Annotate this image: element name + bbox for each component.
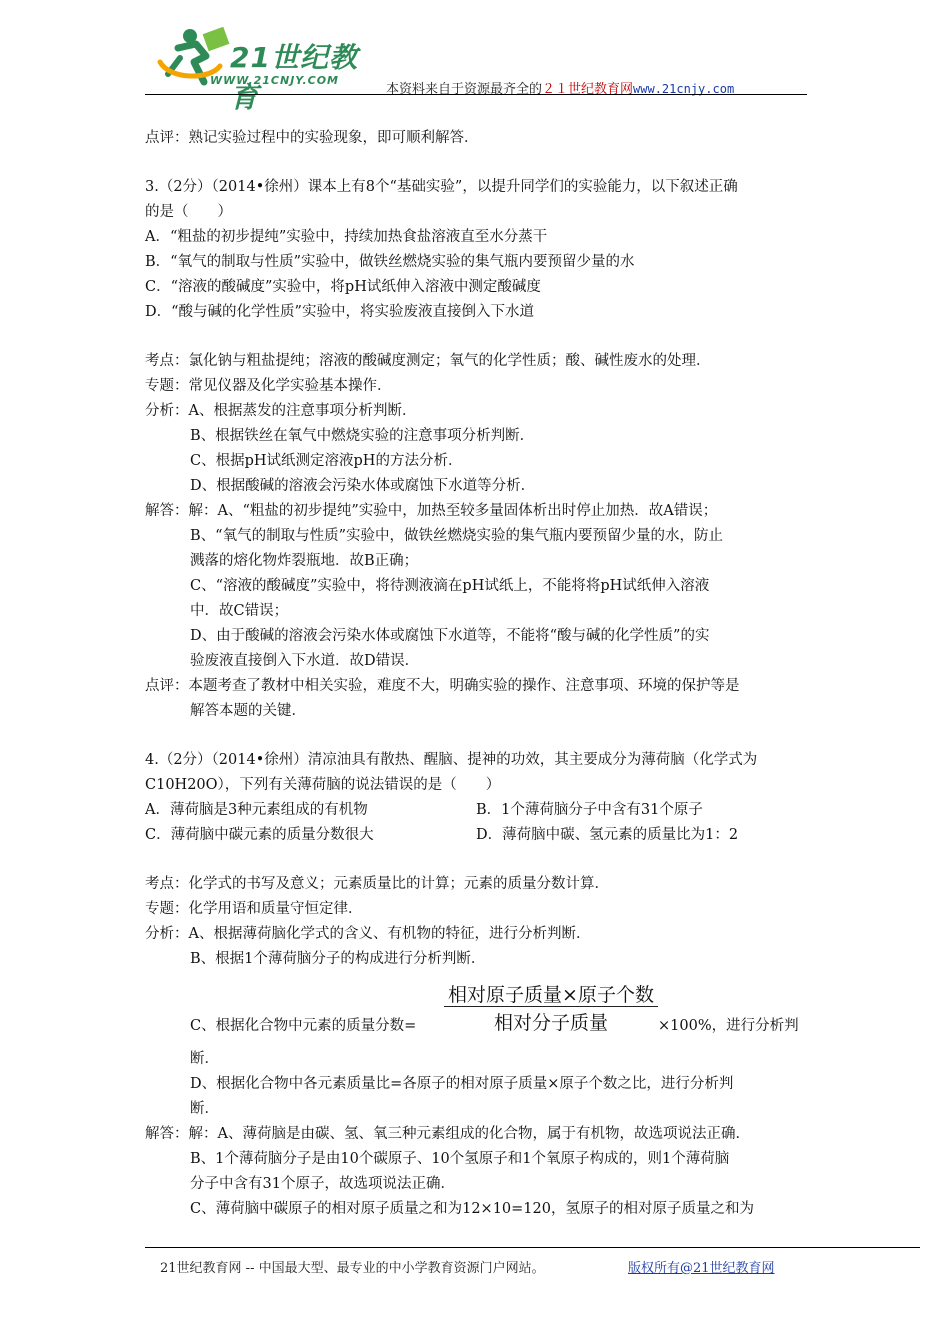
text-line: B、根据1个薄荷脑分子的构成进行分析判断． [190, 951, 486, 967]
text-line: B、“氧气的制取与性质”实验中，做铁丝燃烧实验的集气瓶内要预留少量的水，防止 [190, 528, 723, 544]
header-site-link[interactable]: ２１世纪教育网 [542, 82, 634, 97]
text-line: 考点：氯化钠与粗盐提纯；溶液的酸碱度测定；氧气的化学性质；酸、碱性废水的处理． [145, 353, 711, 369]
text-line: 专题：常见仪器及化学实验基本操作． [145, 378, 392, 394]
text-line: C、根据化合物中元素的质量分数= [190, 1018, 417, 1034]
text-line: B、根据铁丝在氧气中燃烧实验的注意事项分析判断． [190, 428, 535, 444]
text-line: 解答本题的关键． [190, 703, 306, 719]
formula-numerator: 相对原子质量×原子个数 [448, 984, 654, 1006]
fraction-bar [444, 1006, 658, 1007]
text-line: 分析：A、根据蒸发的注意事项分析判断． [145, 403, 417, 419]
text-line: ×100%，进行分析判 [658, 1018, 799, 1034]
header-url-link[interactable]: www.21cnjy.com [633, 82, 735, 96]
text-line: A．“粗盐的初步提纯”实验中，持续加热食盐溶液直至水分蒸干 [145, 229, 548, 245]
text-line: C10H20O），下列有关薄荷脑的说法错误的是（ ） [145, 777, 501, 793]
footer-tagline: 21世纪教育网 -- 中国最大型、最专业的中小学教育资源门户网站。 [160, 1261, 545, 1276]
footer-rule [145, 1247, 920, 1248]
text-line: 分子中含有31个原子，故选项说法正确． [190, 1176, 455, 1192]
footer-copyright-link[interactable]: 版权所有@21世纪教育网 [628, 1261, 775, 1276]
text-line: 解答：解：A、薄荷脑是由碳、氢、氧三种元素组成的化合物，属于有机物，故选项说法正确． [145, 1126, 750, 1142]
text-line: 考点：化学式的书写及意义；元素质量比的计算；元素的质量分数计算． [145, 876, 609, 892]
header-rule [145, 94, 807, 95]
text-line: 断． [190, 1101, 219, 1117]
text-line: D．“酸与碱的化学性质”实验中，将实验废液直接倒入下水道 [145, 304, 534, 320]
header-note-prefix: 本资料来自于资源最齐全的 [386, 82, 543, 97]
text-line: C、根据pH试纸测定溶液pH的方法分析． [190, 453, 463, 469]
text-line: 断． [190, 1051, 219, 1067]
mass-fraction-formula [442, 980, 660, 1034]
text-line: C、薄荷脑中碳原子的相对原子质量之和为12×10=120，氢原子的相对原子质量之和为 [190, 1201, 754, 1217]
text-line: D、由于酸碱的溶液会污染水体或腐蚀下水道等，不能将“酸与碱的化学性质”的实 [190, 628, 710, 644]
formula-denominator: 相对分子质量 [493, 1012, 608, 1034]
text-line: A．薄荷脑是3种元素组成的有机物 [145, 802, 368, 818]
text-line: 3.（2分）（2014•徐州）课本上有8个“基础实验”，以提升同学们的实验能力，以下叙述正确 [145, 179, 738, 195]
text-line: 验废液直接倒入下水道．故D错误． [190, 653, 420, 669]
text-line: 4.（2分）（2014•徐州）清凉油具有散热、醒脑、提神的功效，其主要成分为薄荷脑（化学式为 [145, 752, 758, 768]
text-line: 点评：熟记实验过程中的实验现象，即可顺利解答． [145, 130, 479, 146]
text-line: 解答：解：A、“粗盐的初步提纯”实验中，加热至较多量固体析出时停止加热．故A错误； [145, 503, 718, 519]
text-line: 的是（ ） [145, 204, 232, 220]
text-line: C．薄荷脑中碳元素的质量分数很大 [145, 827, 374, 843]
text-line: B．1个薄荷脑分子中含有31个原子 [476, 802, 703, 818]
text-line: B、1个薄荷脑分子是由10个碳原子、10个氢原子和1个氧原子构成的，则1个薄荷脑 [190, 1151, 730, 1167]
text-line: 溅落的熔化物炸裂瓶地．故B正确； [190, 553, 419, 569]
text-line: B．“氧气的制取与性质”实验中，做铁丝燃烧实验的集气瓶内要预留少量的水 [145, 254, 635, 270]
logo-url-text: WWW.21CNJY.COM [210, 74, 339, 87]
text-line: D．薄荷脑中碳、氢元素的质量比为1：2 [476, 827, 739, 843]
text-line: 点评：本题考查了教材中相关实验，难度不大，明确实验的操作、注意事项、环境的保护等是 [145, 678, 740, 694]
text-line: 分析：A、根据薄荷脑化学式的含义、有机物的特征，进行分析判断． [145, 926, 591, 942]
site-logo[interactable] [150, 22, 380, 114]
text-line: C、“溶液的酸碱度”实验中，将待测液滴在pH试纸上，不能将将pH试纸伸入溶液 [190, 578, 710, 594]
text-line: 专题：化学用语和质量守恒定律． [145, 901, 363, 917]
text-line: C．“溶液的酸碱度”实验中，将pH试纸伸入溶液中测定酸碱度 [145, 279, 541, 295]
text-line: D、根据化合物中各元素质量比=各原子的相对原子质量×原子个数之比，进行分析判 [190, 1076, 734, 1092]
logo-text: 21世纪教育 [230, 41, 358, 114]
text-line: 中．故C错误； [190, 603, 289, 619]
text-line: D、根据酸碱的溶液会污染水体或腐蚀下水道等分析． [190, 478, 536, 494]
